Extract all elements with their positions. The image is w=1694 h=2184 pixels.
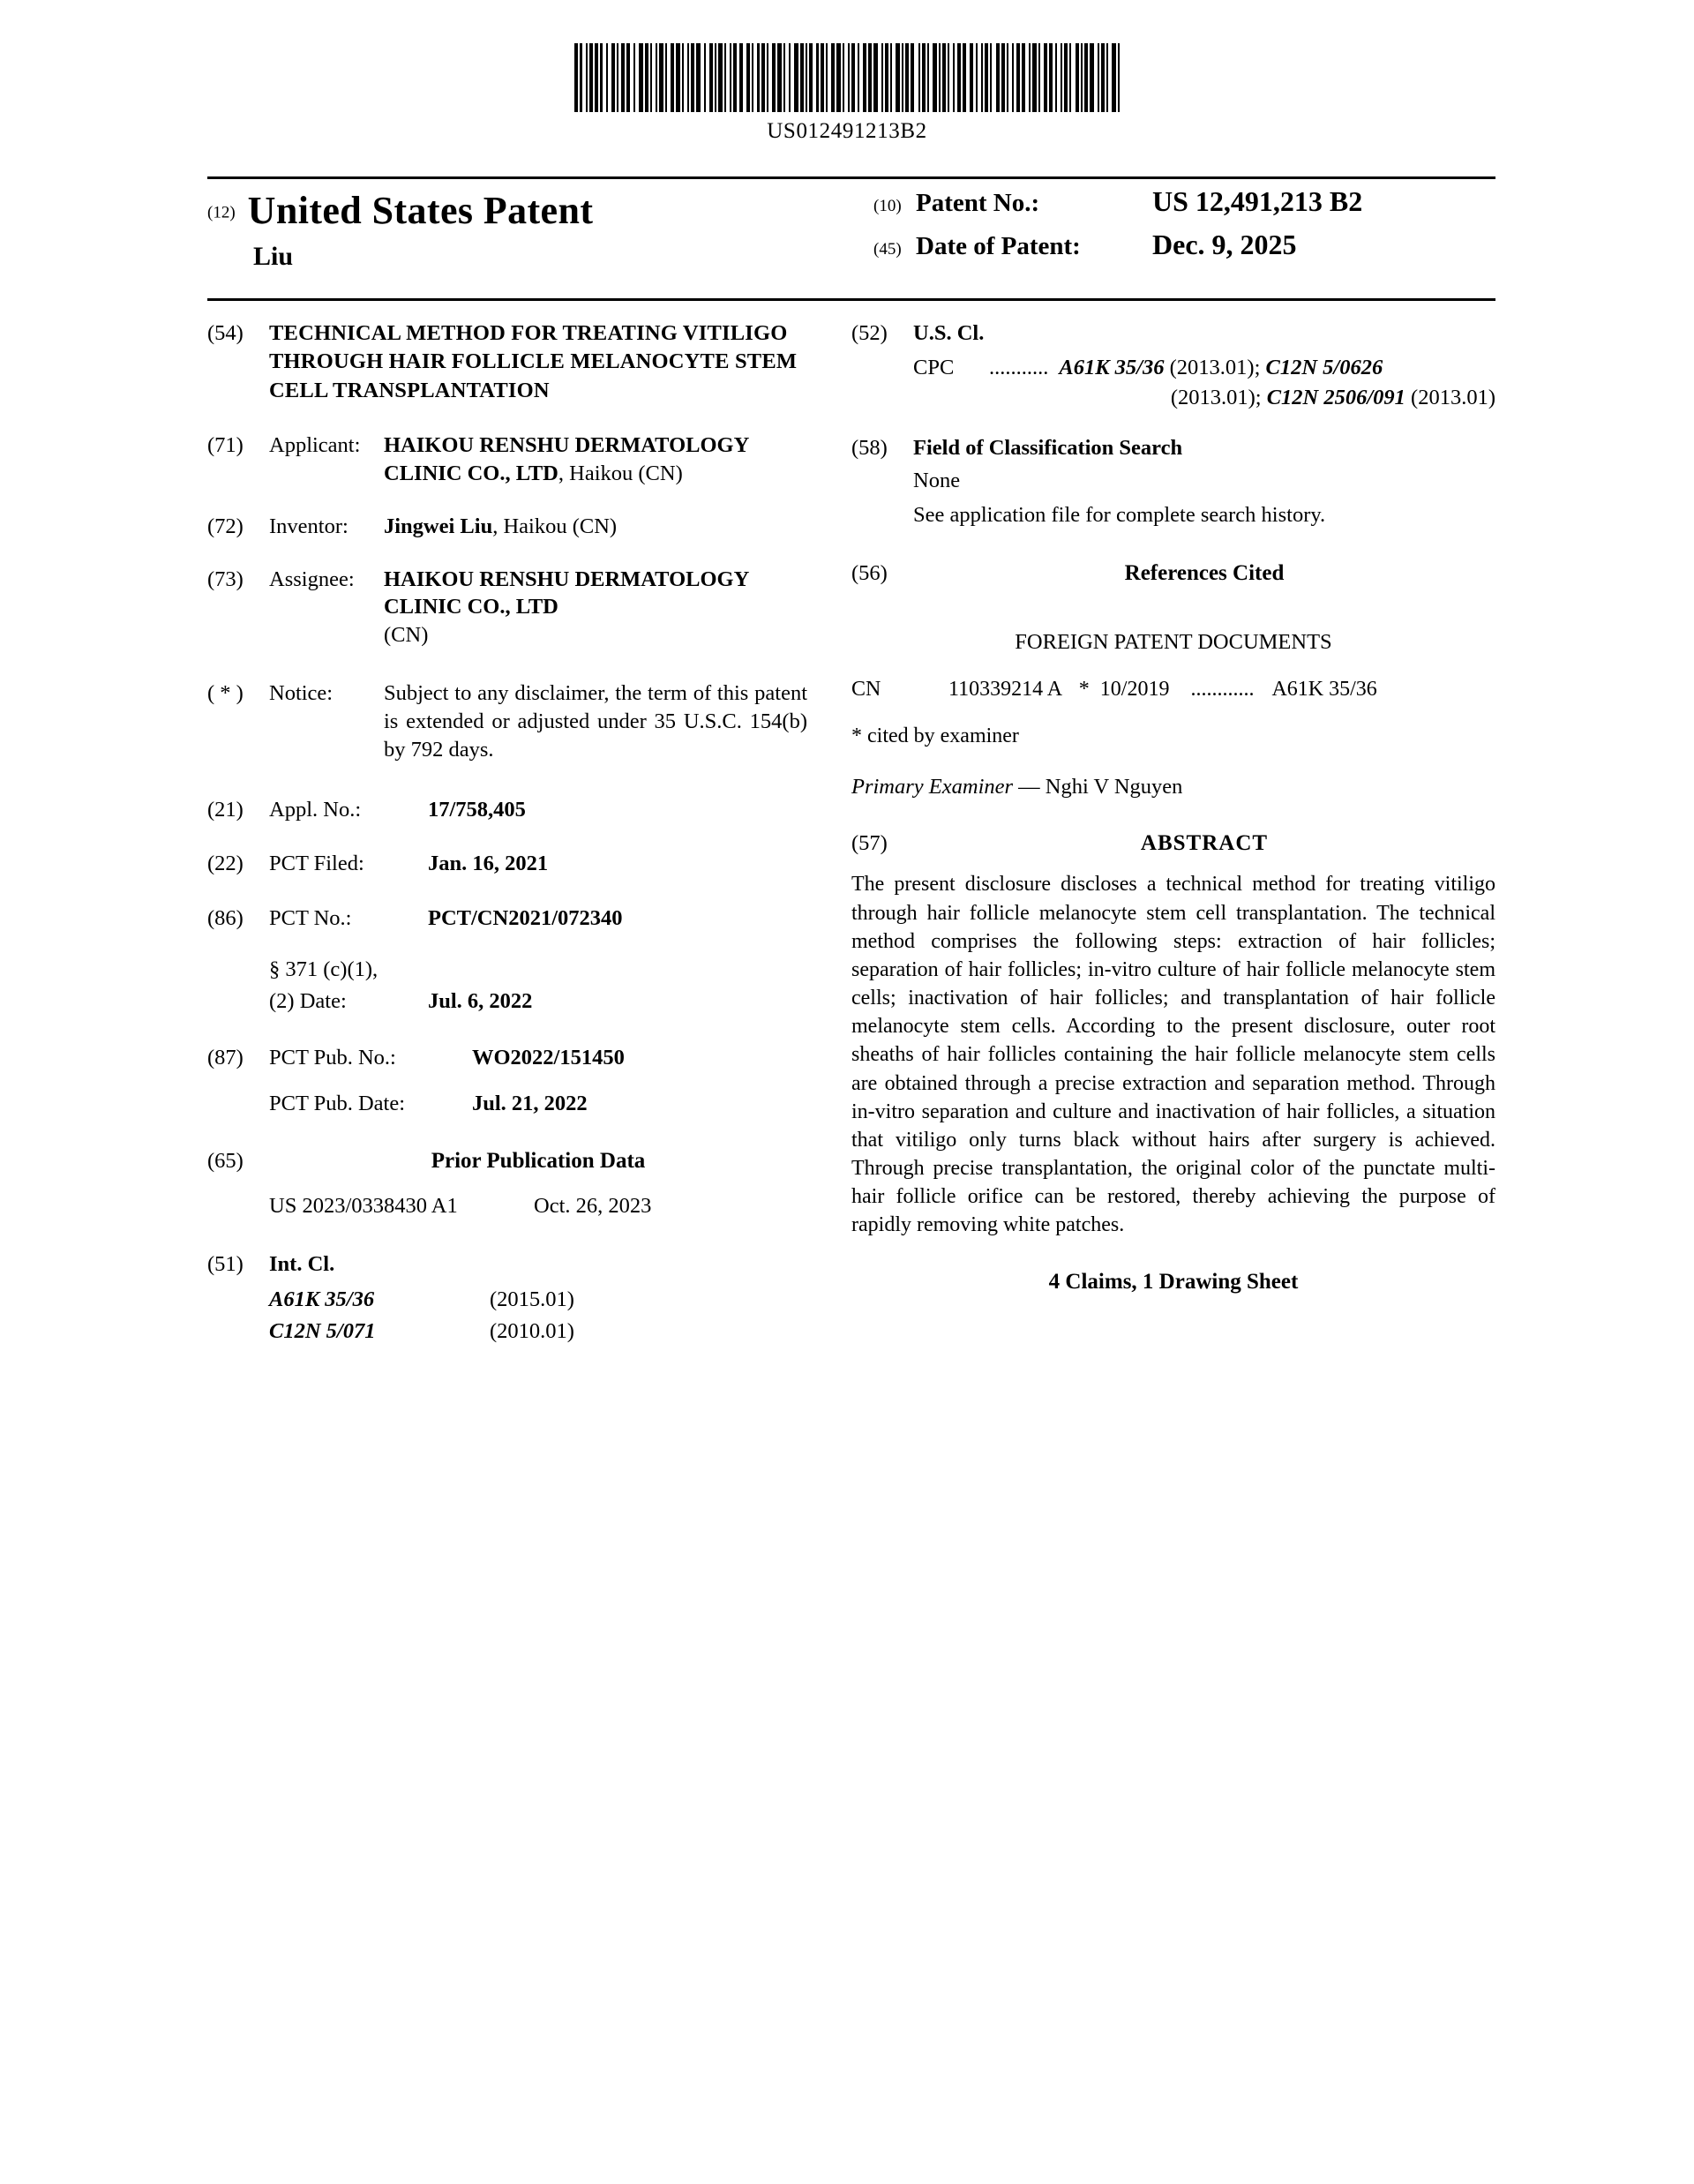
field-classification-note: See application file for complete search history. bbox=[913, 503, 1326, 528]
doc-kind-code: (12) bbox=[207, 203, 236, 222]
field-assignee-code: (73) bbox=[207, 567, 244, 591]
field-pct-filed-label: PCT Filed: bbox=[269, 852, 364, 876]
ref-star: * bbox=[1078, 677, 1090, 701]
references-code: (56) bbox=[851, 561, 888, 586]
field-assignee bbox=[207, 566, 807, 650]
cpc-line-1 bbox=[913, 353, 1495, 383]
field-applicant-value bbox=[384, 432, 807, 488]
field-371-text: § 371 (c)(1), bbox=[269, 957, 379, 982]
cpc-label: CPC bbox=[913, 355, 955, 379]
field-pct-pub-value: WO2022/151450 bbox=[472, 1045, 625, 1069]
header-bottom-rule bbox=[207, 298, 1495, 301]
examiner-label: Primary Examiner bbox=[851, 774, 1014, 799]
field-inventor bbox=[207, 513, 807, 541]
field-us-cl bbox=[851, 319, 1495, 348]
patent-number-label: Patent No.: bbox=[916, 189, 1040, 217]
barcode-block bbox=[0, 35, 1694, 144]
field-notice-label: Notice: bbox=[269, 681, 334, 706]
references-title: References Cited bbox=[1124, 561, 1285, 586]
field-abstract-header bbox=[851, 829, 1495, 859]
patent-number-code: (10) bbox=[873, 197, 902, 215]
abstract-text: The present disclosure discloses a technical method for treating vitiligo through hair follicle melanocyte stem cell transplantation. The technical method comprises the following steps: extraction of hair follicles; separation of hair follicles; in-vitro culture of hair follicle melanocyte stem cells; inactivation of hair follicles; and transplantation of hair follicle melanocyte stem cells. According to the present disclosure, outer root sheaths of hair follicles containing the hair follicle melanocyte stem cells are obtained through a precise extraction and separation method. Through in-vitro separation and culture and inactivation of hair follicles, a situation that vitiligo only turns black without hairs after surgery is achieved. Through precise transplantation, the original color of the punctate multi-hair follicle orifice can be restored, thereby achieving the purpose of rapidly removing white patches. bbox=[851, 873, 1495, 1237]
cpc-class-3: C12N 2506/091 bbox=[1266, 386, 1405, 410]
field-appl-no-label: Appl. No.: bbox=[269, 797, 362, 822]
cpc-version-3: (2013.01) bbox=[1405, 386, 1495, 410]
field-prior-pub bbox=[207, 1147, 807, 1176]
field-pct-pub-label: PCT Pub. No.: bbox=[269, 1045, 396, 1069]
int-cl-date-0: (2015.01) bbox=[490, 1287, 574, 1311]
int-cl-code-1: C12N 5/071 bbox=[269, 1319, 376, 1344]
abstract-title: ABSTRACT bbox=[1140, 830, 1269, 855]
field-pct-pub-no bbox=[207, 1044, 807, 1072]
field-assignee-value bbox=[384, 566, 807, 650]
cpc-version-1: (2013.01); bbox=[1164, 355, 1266, 379]
field-applicant-label: Applicant: bbox=[269, 432, 361, 457]
patent-number-value: US 12,491,213 B2 bbox=[1152, 185, 1363, 217]
field-inventor-value bbox=[384, 513, 807, 541]
examiner-name: Nghi V Nguyen bbox=[1045, 774, 1183, 799]
barcode-image bbox=[574, 43, 1120, 112]
field-prior-pub-code: (65) bbox=[207, 1149, 244, 1174]
header-right bbox=[873, 185, 1495, 272]
cpc-dots: ........... bbox=[989, 355, 1049, 379]
field-pct-filed-code: (22) bbox=[207, 852, 244, 876]
examiner-dash: — bbox=[1013, 774, 1046, 799]
field-371-date-label: (2) Date: bbox=[269, 988, 347, 1013]
applicant-name: HAIKOU RENSHU DERMATOLOGY CLINIC CO., LTD bbox=[384, 432, 749, 485]
field-applicant-code: (71) bbox=[207, 432, 244, 457]
inventor-location: , Haikou (CN) bbox=[492, 514, 618, 538]
applicant-location: , Haikou (CN) bbox=[558, 461, 683, 485]
cpc-version-2: (2013.01); bbox=[1170, 386, 1267, 410]
field-371-line1 bbox=[207, 956, 807, 984]
patent-date-code: (45) bbox=[873, 240, 902, 259]
cited-by-examiner-note: * cited by examiner bbox=[851, 724, 1019, 747]
cpc-value-1 bbox=[1059, 353, 1383, 383]
ref-date: 10/2019 bbox=[1099, 677, 1170, 701]
field-int-cl-code: (51) bbox=[207, 1251, 244, 1276]
patent-date-label: Date of Patent: bbox=[916, 232, 1081, 260]
field-371-line2 bbox=[207, 987, 807, 1016]
inventor-name: Jingwei Liu bbox=[384, 514, 493, 538]
field-pct-pub-date bbox=[207, 1090, 807, 1118]
field-classification-title: Field of Classification Search bbox=[913, 436, 1183, 461]
header-left bbox=[207, 188, 873, 272]
right-column bbox=[851, 319, 1495, 1295]
int-cl-row bbox=[269, 1284, 807, 1317]
foreign-patent-heading: FOREIGN PATENT DOCUMENTS bbox=[1015, 629, 1332, 654]
field-prior-pub-date: Oct. 26, 2023 bbox=[534, 1193, 652, 1218]
ref-class: A61K 35/36 bbox=[1271, 677, 1377, 701]
page-title: United States Patent bbox=[247, 189, 594, 232]
field-pct-pub-code: (87) bbox=[207, 1045, 244, 1069]
field-prior-pub-values bbox=[207, 1192, 807, 1220]
field-pct-pub-date-label: PCT Pub. Date: bbox=[269, 1091, 406, 1115]
ref-country: CN bbox=[851, 677, 881, 701]
field-inventor-label: Inventor: bbox=[269, 514, 349, 538]
header-top-rule bbox=[207, 176, 1495, 179]
field-int-cl-title: Int. Cl. bbox=[269, 1251, 335, 1276]
abstract-code: (57) bbox=[851, 830, 888, 855]
field-inventor-code: (72) bbox=[207, 514, 244, 538]
field-title-text: TECHNICAL METHOD FOR TREATING VITILIGO THROUGH HAIR FOLLICLE MELANOCYTE STEM CELL TRANSPLANTATION bbox=[269, 321, 798, 402]
field-classification-value: None bbox=[913, 469, 961, 493]
patent-date-value: Dec. 9, 2025 bbox=[1152, 229, 1297, 260]
ref-number: 110339214 A bbox=[948, 677, 1061, 701]
field-pct-filed-value: Jan. 16, 2021 bbox=[428, 852, 549, 876]
field-pct-no-label: PCT No.: bbox=[269, 906, 352, 931]
field-int-cl bbox=[207, 1250, 807, 1279]
field-pct-no bbox=[207, 904, 807, 933]
patent-date-row bbox=[873, 229, 1495, 261]
field-371-date-value: Jul. 6, 2022 bbox=[428, 988, 533, 1013]
primary-examiner bbox=[851, 775, 1495, 799]
field-references-cited bbox=[851, 559, 1495, 589]
left-column bbox=[207, 319, 807, 1348]
cpc-class-1: A61K 35/36 bbox=[1059, 355, 1165, 379]
field-appl-no-value: 17/758,405 bbox=[428, 797, 526, 822]
table-row bbox=[851, 678, 1495, 702]
field-notice-text: Subject to any disclaimer, the term of this patent is extended or adjusted under 35 U.S.C. 154(b) by 792 days. bbox=[384, 681, 807, 762]
int-cl-row bbox=[269, 1316, 807, 1348]
field-notice-code: ( * ) bbox=[207, 681, 244, 706]
field-prior-pub-title: Prior Publication Data bbox=[431, 1149, 646, 1174]
int-cl-code-0: A61K 35/36 bbox=[269, 1287, 375, 1311]
field-classification-code: (58) bbox=[851, 436, 888, 461]
field-prior-pub-number: US 2023/0338430 A1 bbox=[269, 1193, 458, 1218]
field-us-cl-code: (52) bbox=[851, 321, 888, 345]
int-cl-date-1: (2010.01) bbox=[490, 1319, 574, 1344]
field-pct-no-value: PCT/CN2021/072340 bbox=[428, 906, 623, 931]
field-pct-filed bbox=[207, 850, 807, 878]
barcode-number: US012491213B2 bbox=[767, 119, 927, 143]
claims-drawings-line: 4 Claims, 1 Drawing Sheet bbox=[1048, 1269, 1299, 1294]
cpc-line-2 bbox=[913, 383, 1495, 413]
field-applicant bbox=[207, 432, 807, 488]
field-classification-search bbox=[851, 434, 1495, 462]
field-title-code: (54) bbox=[207, 321, 244, 345]
assignee-name: HAIKOU RENSHU DERMATOLOGY CLINIC CO., LTD bbox=[384, 567, 749, 619]
ref-rest bbox=[948, 678, 1495, 702]
patent-header bbox=[207, 185, 1495, 272]
assignee-country: (CN) bbox=[384, 623, 429, 648]
field-appl-no bbox=[207, 796, 807, 824]
field-assignee-label: Assignee: bbox=[269, 567, 355, 591]
header-inventor-surname: Liu bbox=[253, 242, 294, 271]
field-pct-pub-date-value: Jul. 21, 2022 bbox=[472, 1091, 588, 1115]
cpc-class-2: C12N 5/0626 bbox=[1265, 355, 1383, 379]
patent-number-row bbox=[873, 185, 1495, 218]
field-notice bbox=[207, 679, 807, 764]
field-us-cl-title: U.S. Cl. bbox=[913, 321, 985, 345]
ref-dots: ............ bbox=[1190, 677, 1255, 701]
field-title bbox=[207, 319, 807, 405]
field-appl-no-code: (21) bbox=[207, 797, 244, 822]
field-pct-no-code: (86) bbox=[207, 906, 244, 931]
